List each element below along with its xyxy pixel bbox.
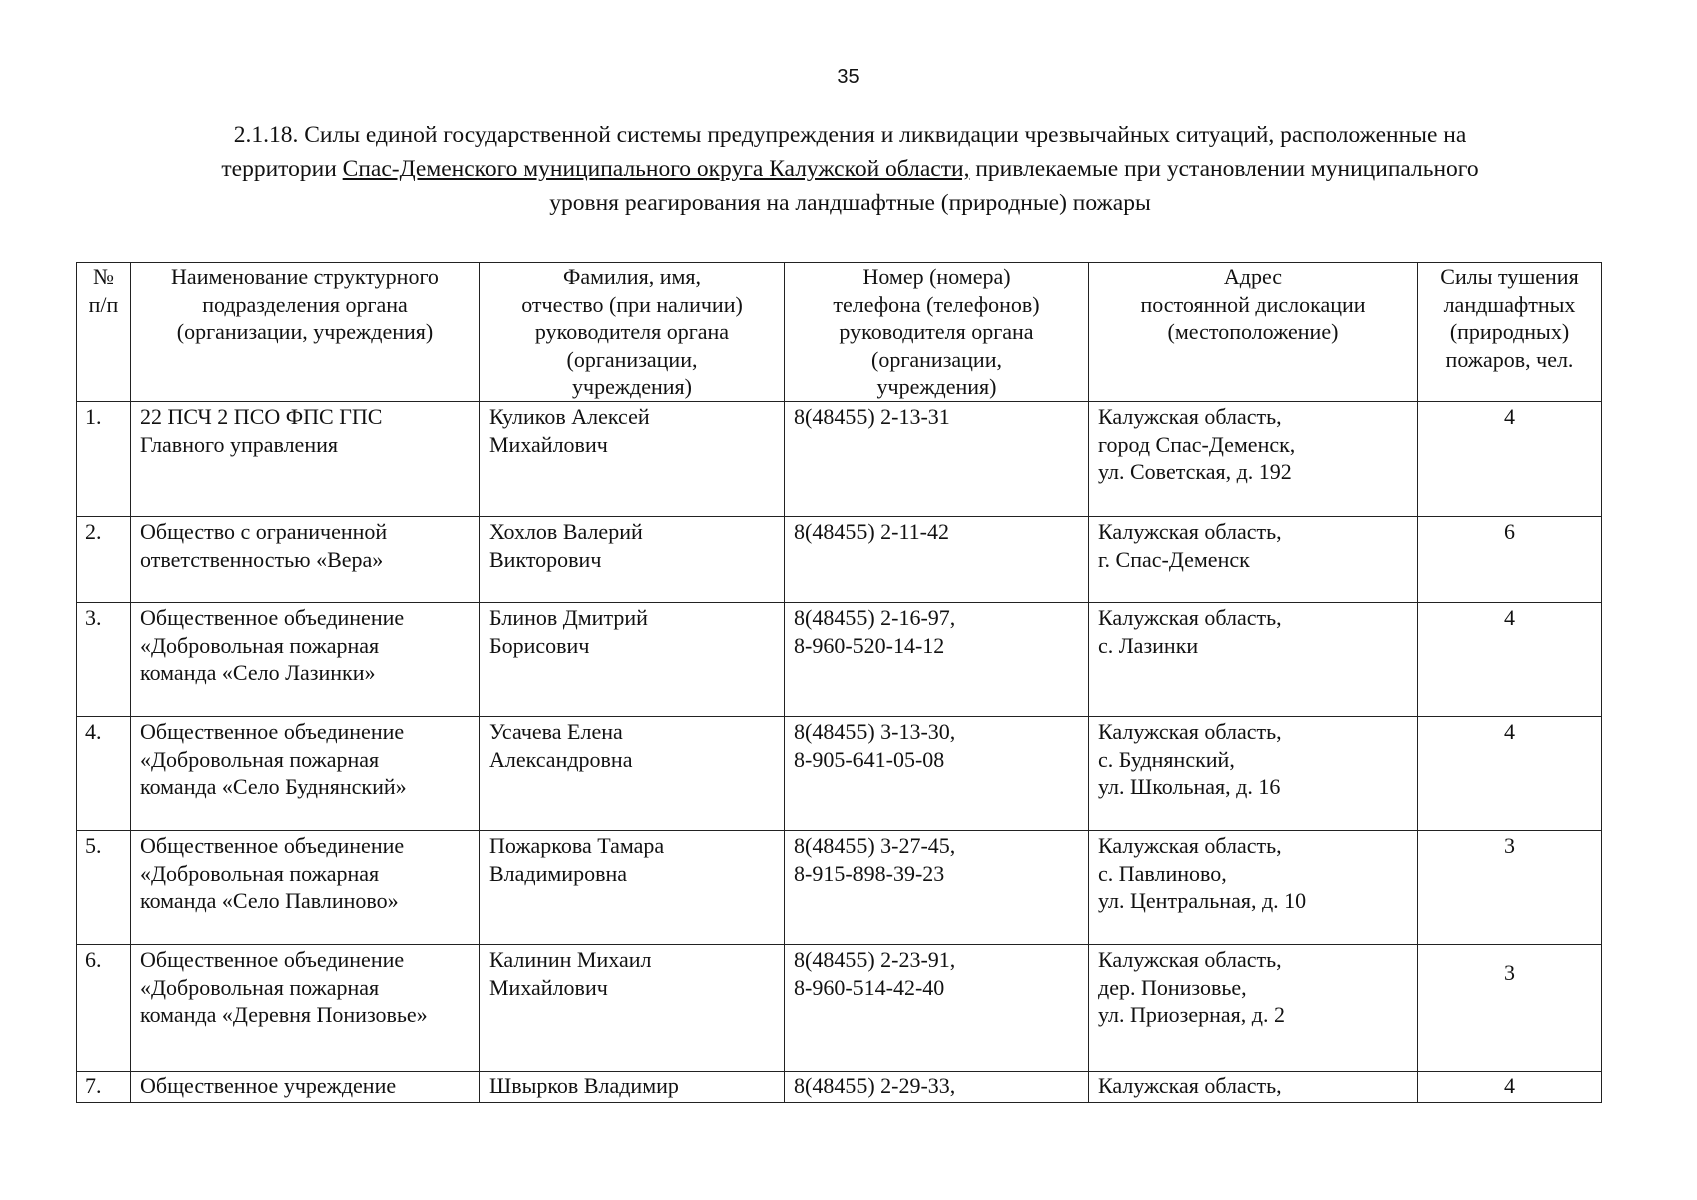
cell-line: 8(48455) 2-16-97, (794, 605, 956, 630)
cell-line: (природных) (1449, 319, 1570, 344)
cell-line: 8(48455) 3-13-30, (794, 719, 956, 744)
cell-address (1089, 517, 1418, 603)
cell-line: «Добровольная пожарная (140, 860, 380, 886)
cell-line: 8-915-898-39-23 (794, 860, 945, 886)
table-row (77, 603, 1602, 717)
cell-line: с. Буднянский, (1098, 746, 1235, 772)
cell-line: Калужская область, (1098, 404, 1282, 429)
cell-line: Пожаркова Тамара (489, 833, 665, 858)
cell-line: (организации, (566, 346, 698, 372)
cell-line: пожаров, чел. (1445, 346, 1574, 372)
cell-address (1089, 603, 1418, 717)
cell-force: 4 (1418, 717, 1602, 831)
cell-phone (785, 831, 1089, 945)
cell-line: ответственностью «Вера» (140, 546, 384, 572)
cell-line: Михайлович (489, 431, 608, 457)
cell-name (131, 717, 480, 831)
cell-line: руководителя органа (839, 319, 1034, 344)
cell-line: (организации, учреждения) (176, 319, 434, 344)
cell-line: 22 ПСЧ 2 ПСО ФПС ГПС (140, 404, 383, 429)
cell-line: Владимировна (489, 860, 628, 886)
cell-name (131, 831, 480, 945)
cell-line: постоянной дислокации (1140, 291, 1366, 317)
cell-line: Общественное объединение (140, 833, 405, 858)
cell-num: 6. (77, 945, 131, 1072)
cell-line: п/п (88, 291, 119, 317)
cell-head (480, 831, 785, 945)
cell-line: Общественное объединение (140, 947, 405, 972)
cell-address (1089, 402, 1418, 517)
cell-line: Швырков Владимир (489, 1073, 679, 1098)
cell-line: Калужская область, (1098, 947, 1282, 972)
cell-line: с. Лазинки (1098, 632, 1199, 658)
cell-phone (785, 945, 1089, 1072)
header-address (1089, 263, 1418, 402)
cell-phone (785, 603, 1089, 717)
cell-line: Адрес (1223, 264, 1283, 289)
cell-line: Калужская область, (1098, 605, 1282, 630)
cell-line: Общественное объединение (140, 605, 405, 630)
cell-line: Общество с ограниченной (140, 519, 388, 544)
cell-line: учреждения) (876, 374, 997, 399)
header-name (131, 263, 480, 402)
cell-line: телефона (телефонов) (833, 291, 1040, 317)
forces-table (76, 262, 1602, 1103)
cell-phone (785, 717, 1089, 831)
cell-line: подразделения органа (202, 291, 408, 317)
cell-line: ландшафтных (1443, 291, 1576, 317)
cell-num: 4. (77, 717, 131, 831)
cell-head (480, 717, 785, 831)
cell-line: Куликов Алексей (489, 404, 650, 429)
header-phone (785, 263, 1089, 402)
cell-line: № (93, 264, 114, 289)
cell-line: Силы тушения (1440, 264, 1579, 289)
cell-line: 8(48455) 2-29-33, (794, 1073, 956, 1098)
cell-line: команда «Село Павлиново» (140, 888, 399, 913)
cell-force: 3 (1418, 945, 1602, 1072)
cell-address (1089, 831, 1418, 945)
cell-phone (785, 402, 1089, 517)
cell-phone (785, 1072, 1089, 1103)
cell-line: Главного управления (140, 431, 338, 457)
cell-line: Калужская область, (1098, 719, 1282, 744)
cell-line: Номер (номера) (862, 264, 1011, 289)
heading-line-3: уровня реагирования на ландшафтные (природные) пожары (549, 190, 1151, 216)
cell-line: Общественное учреждение (140, 1073, 397, 1098)
cell-name (131, 945, 480, 1072)
cell-name (131, 517, 480, 603)
table-row (77, 1072, 1602, 1103)
cell-num: 2. (77, 517, 131, 603)
section-heading (120, 118, 1580, 220)
cell-head (480, 603, 785, 717)
cell-line: отчество (при наличии) (521, 291, 743, 317)
cell-line: Хохлов Валерий (489, 519, 643, 544)
page-number: 35 (837, 66, 860, 88)
cell-line: Фамилия, имя, (562, 264, 702, 289)
cell-force: 4 (1418, 603, 1602, 717)
cell-head (480, 402, 785, 517)
header-head (480, 263, 785, 402)
table-row (77, 831, 1602, 945)
cell-line: «Добровольная пожарная (140, 974, 380, 1000)
cell-line: 8-960-514-42-40 (794, 974, 945, 1000)
table-row (77, 945, 1602, 1072)
cell-address (1089, 1072, 1418, 1103)
cell-line: Калужская область, (1098, 519, 1282, 544)
cell-phone (785, 517, 1089, 603)
cell-force: 6 (1418, 517, 1602, 603)
cell-line: Усачева Елена (489, 719, 623, 744)
cell-line: «Добровольная пожарная (140, 746, 380, 772)
cell-name (131, 603, 480, 717)
cell-address (1089, 945, 1418, 1072)
cell-name (131, 1072, 480, 1103)
cell-force: 4 (1418, 1072, 1602, 1103)
cell-line: ул. Центральная, д. 10 (1098, 888, 1307, 913)
cell-line: (местоположение) (1167, 319, 1339, 344)
cell-line: 8(48455) 2-11-42 (794, 519, 949, 544)
cell-force: 4 (1418, 402, 1602, 517)
cell-line: 8(48455) 2-23-91, (794, 947, 956, 972)
cell-line: город Спас-Деменск, (1098, 431, 1296, 457)
cell-line: Александровна (489, 746, 633, 772)
cell-line: с. Павлиново, (1098, 860, 1227, 886)
cell-line: 8(48455) 3-27-45, (794, 833, 956, 858)
cell-line: (организации, (871, 346, 1002, 372)
cell-line: Наименование структурного (171, 264, 439, 289)
cell-head (480, 517, 785, 603)
cell-line: «Добровольная пожарная (140, 632, 380, 658)
header-num (77, 263, 131, 402)
cell-line: ул. Приозерная, д. 2 (1098, 1002, 1285, 1027)
cell-line: руководителя органа (534, 319, 730, 344)
cell-head (480, 945, 785, 1072)
cell-line: команда «Село Лазинки» (140, 660, 376, 685)
table-row (77, 517, 1602, 603)
cell-line: ул. Школьная, д. 16 (1098, 774, 1281, 799)
cell-num: 7. (77, 1072, 131, 1103)
heading-line-2 (120, 152, 1580, 186)
cell-num: 5. (77, 831, 131, 945)
cell-line: 8-905-641-05-08 (794, 746, 945, 772)
cell-num: 1. (77, 402, 131, 517)
heading-line-2-start: территории (221, 156, 343, 182)
cell-line: дер. Понизовье, (1098, 974, 1247, 1000)
cell-line: Общественное объединение (140, 719, 405, 744)
cell-line: Борисович (489, 632, 590, 658)
cell-line: команда «Село Буднянский» (140, 774, 407, 799)
cell-name (131, 402, 480, 517)
cell-line: г. Спас-Деменск (1098, 546, 1250, 572)
cell-line: Калужская область, (1098, 1073, 1282, 1098)
cell-line: Калужская область, (1098, 833, 1282, 858)
heading-line-2-end: привлекаемые при установлении муниципального (969, 156, 1479, 182)
cell-line: учреждения) (572, 374, 692, 399)
table-row (77, 717, 1602, 831)
cell-line: Блинов Дмитрий (489, 605, 648, 630)
cell-line: Калинин Михаил (489, 947, 652, 972)
cell-line: команда «Деревня Понизовье» (140, 1002, 428, 1027)
cell-line: Викторович (489, 546, 602, 572)
header-force (1418, 263, 1602, 402)
cell-head (480, 1072, 785, 1103)
heading-line-1: 2.1.18. Силы единой государственной системы предупреждения и ликвидации чрезвычайных ситуаций, расположенные на (233, 122, 1467, 148)
heading-municipality-underlined: Спас-Деменского муниципального округа Калужской области, (342, 156, 970, 182)
cell-address (1089, 717, 1418, 831)
cell-line: 8-960-520-14-12 (794, 632, 945, 658)
cell-num: 3. (77, 603, 131, 717)
table-header-row (77, 263, 1602, 402)
cell-line: Михайлович (489, 974, 608, 1000)
table-row (77, 402, 1602, 517)
cell-line: 8(48455) 2-13-31 (794, 404, 950, 429)
cell-line: ул. Советская, д. 192 (1098, 459, 1292, 484)
cell-force: 3 (1418, 831, 1602, 945)
